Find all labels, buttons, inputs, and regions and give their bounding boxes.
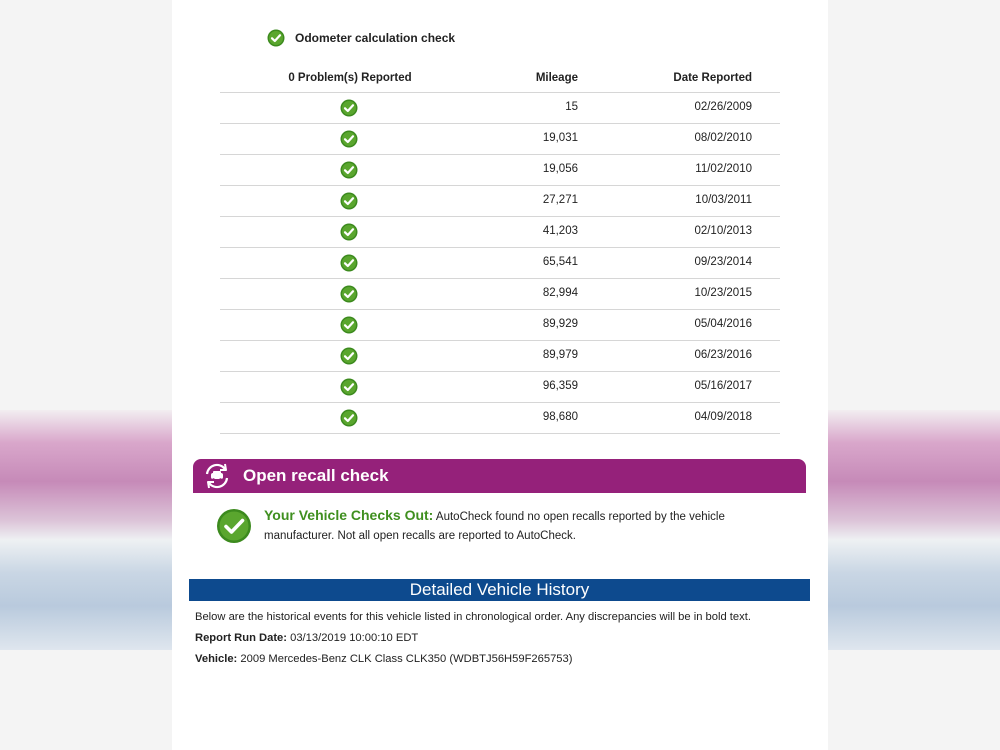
header-date: Date Reported [673,72,752,84]
run-date-label: Report Run Date: [195,632,287,644]
row-mileage: 98,680 [542,411,578,423]
row-status [340,285,358,303]
row-date: 06/23/2016 [694,349,752,361]
history-details [195,610,815,673]
check-circle-icon [340,347,358,365]
row-status [340,316,358,334]
check-circle-icon [340,254,358,272]
row-status [340,254,358,272]
row-date: 10/23/2015 [694,287,752,299]
table-row [220,403,780,434]
table-row [220,155,780,186]
history-title: Detailed Vehicle History [409,580,590,599]
odometer-section-title [267,29,455,47]
check-circle-icon [340,161,358,179]
recall-status-label: Your Vehicle Checks Out: [264,507,434,523]
check-circle-icon [340,285,358,303]
row-mileage: 82,994 [542,287,578,299]
table-row [220,372,780,403]
row-mileage: 15 [565,101,578,113]
row-date: 02/10/2013 [694,225,752,237]
report-page [172,0,828,750]
row-date: 09/23/2014 [694,256,752,268]
row-status [340,223,358,241]
recall-header-bar [193,459,806,493]
vehicle-label: Vehicle: [195,653,238,665]
row-date: 02/26/2009 [694,101,752,113]
car-recall-icon [201,462,233,490]
odometer-table [220,66,780,434]
check-circle-icon [340,192,358,210]
row-mileage: 19,031 [542,132,578,144]
check-circle-icon [340,223,358,241]
row-mileage: 19,056 [542,163,578,175]
run-date-value: 03/13/2019 10:00:10 EDT [290,632,419,644]
row-mileage: 96,359 [542,380,578,392]
check-circle-icon [340,99,358,117]
row-date: 04/09/2018 [694,411,752,423]
history-header-bar [189,579,810,601]
table-row [220,186,780,217]
row-date: 05/04/2016 [694,318,752,330]
table-row [220,217,780,248]
check-badge-icon [216,508,252,544]
row-mileage: 41,203 [542,225,578,237]
header-mileage: Mileage [535,72,578,84]
row-status [340,130,358,148]
row-date: 10/03/2011 [695,194,752,206]
row-status [340,347,358,365]
row-mileage: 89,929 [542,318,578,330]
check-circle-icon [340,409,358,427]
table-row [220,124,780,155]
row-mileage: 27,271 [542,194,578,206]
table-header [220,66,780,93]
odometer-title: Odometer calculation check [295,31,456,45]
vehicle-value: 2009 Mercedes-Benz CLK Class CLK350 (WDBTJ56H59F265753) [240,653,573,665]
table-row [220,341,780,372]
history-intro: Below are the historical events for this vehicle listed in chronological order. Any discrepancies will be in bold text. [195,611,751,623]
check-circle-icon [340,378,358,396]
row-status [340,378,358,396]
check-circle-icon [340,316,358,334]
table-row [220,310,780,341]
row-date: 11/02/2010 [695,163,752,175]
recall-title: Open recall check [243,466,389,485]
table-row [220,93,780,124]
table-row [220,279,780,310]
row-date: 08/02/2010 [694,132,752,144]
row-status [340,192,358,210]
row-status [340,161,358,179]
recall-message-text: AutoCheck found no open recalls reported by the vehicle manufacturer. Not all open recalls are reported to AutoCheck. [264,511,725,542]
recall-message [264,506,784,546]
row-status [340,99,358,117]
row-mileage: 89,979 [542,349,578,361]
row-status [340,409,358,427]
check-circle-icon [267,29,285,47]
row-mileage: 65,541 [542,256,578,268]
table-row [220,248,780,279]
report-run-date [195,631,815,652]
row-date: 05/16/2017 [694,380,752,392]
header-problems: 0 Problem(s) Reported [288,72,412,84]
check-circle-icon [340,130,358,148]
vehicle-info [195,652,815,673]
